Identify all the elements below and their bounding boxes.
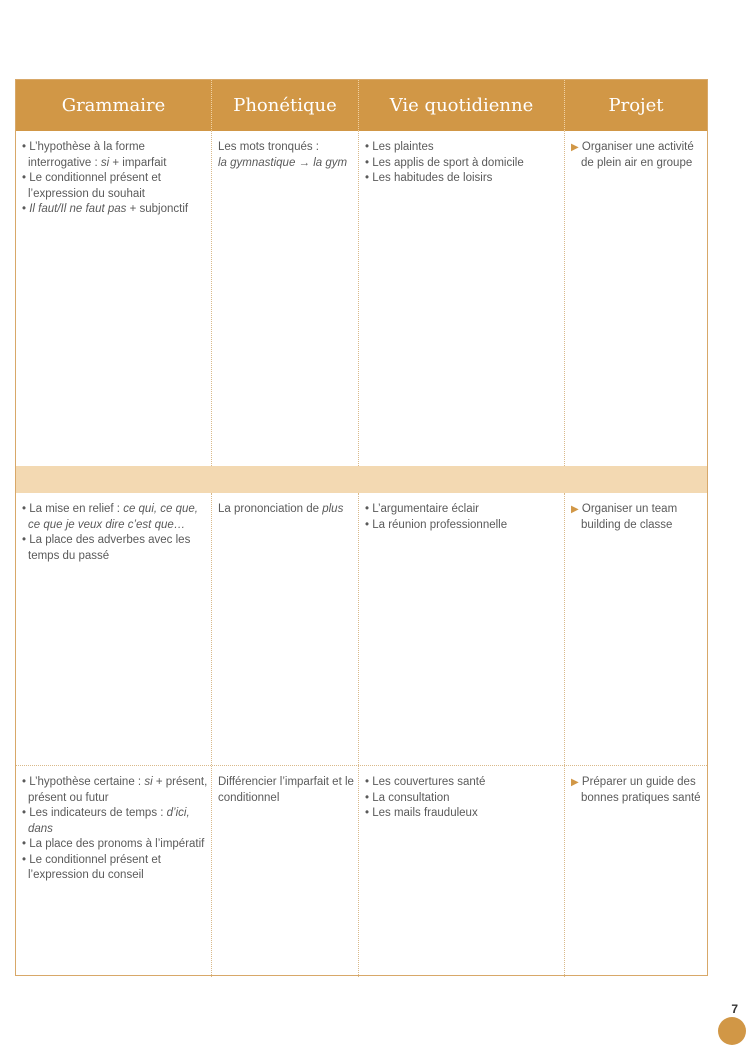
grammar-item: • La place des adverbes avec les temps du passé: [22, 534, 191, 562]
triangle-arrow-icon: ▶: [571, 777, 579, 788]
table-row: [16, 131, 707, 466]
vie-item: • Les habitudes de loisirs: [365, 172, 493, 184]
grammar-item: • Le conditionnel présent et l’expression du souhait: [22, 172, 161, 200]
projet-cell: [565, 493, 707, 765]
projet-item: ▶ Organiser une activité de plein air en groupe: [571, 141, 694, 169]
vie-quotidienne-cell: [359, 766, 565, 977]
header-grammaire: Grammaire: [16, 80, 212, 131]
table-row: [16, 493, 707, 765]
projet-item: ▶ Préparer un guide des bonnes pratiques santé: [571, 776, 701, 804]
table-header: [16, 80, 707, 131]
grammaire-cell: [16, 493, 212, 765]
grammar-item: • Il faut/Il ne faut pas + subjonctif: [22, 203, 189, 215]
vie-item: • Les mails frauduleux: [365, 807, 478, 819]
page-number: 7: [731, 1002, 738, 1016]
triangle-arrow-icon: ▶: [571, 504, 579, 515]
grammaire-cell: [16, 766, 212, 977]
phonetique-text: Les mots tronqués :: [218, 141, 319, 153]
header-projet: Projet: [608, 95, 664, 116]
phonetique-example: plus: [322, 503, 344, 515]
grammar-item: • Le conditionnel présent et l’expression du conseil: [22, 853, 161, 881]
phonetique-cell: [212, 493, 359, 765]
header-vie-quotidienne: Vie quotidienne: [359, 80, 565, 131]
grammaire-cell: [16, 131, 212, 466]
phonetique-cell: [212, 766, 359, 977]
grammar-item: • Les indicateurs de temps : d’ici, dans: [22, 807, 190, 835]
page-tab-decoration: [718, 1017, 746, 1045]
projet-item: ▶ Organiser un team building de classe: [571, 503, 678, 531]
grammar-item: • L’hypothèse certaine : si + présent, présent ou futur: [22, 776, 208, 804]
projet-cell: [565, 766, 707, 977]
triangle-arrow-icon: ▶: [571, 142, 579, 153]
vie-item: • Les plaintes: [365, 141, 434, 153]
phonetique-cell: [212, 131, 359, 466]
vie-item: • La réunion professionnelle: [365, 518, 508, 531]
table-row: [16, 765, 707, 977]
vie-item: • Les applis de sport à domicile: [365, 156, 524, 169]
vie-quotidienne-cell: [359, 131, 565, 466]
grammar-item: • La mise en relief : ce qui, ce que, ce que je veux dire c’est que…: [22, 503, 198, 531]
vie-quotidienne-cell: [359, 493, 565, 765]
phonetique-example: la gymnastique → la gym: [218, 156, 348, 169]
vie-item: • L’argumentaire éclair: [365, 503, 479, 515]
projet-cell: [565, 131, 707, 466]
section-band: [16, 466, 707, 493]
grammar-item: • La place des pronoms à l’impératif: [22, 838, 205, 850]
grammar-item: • L’hypothèse à la forme interrogative : si + imparfait: [22, 141, 167, 169]
vie-item: • La consultation: [365, 791, 450, 804]
phonetique-text: Différencier l’imparfait et le conditionnel: [218, 776, 354, 804]
phonetique-text: La prononciation de: [218, 503, 323, 515]
vie-item: • Les couvertures santé: [365, 776, 486, 788]
header-phonetique: Phonétique: [212, 80, 359, 131]
program-table: [15, 79, 708, 976]
